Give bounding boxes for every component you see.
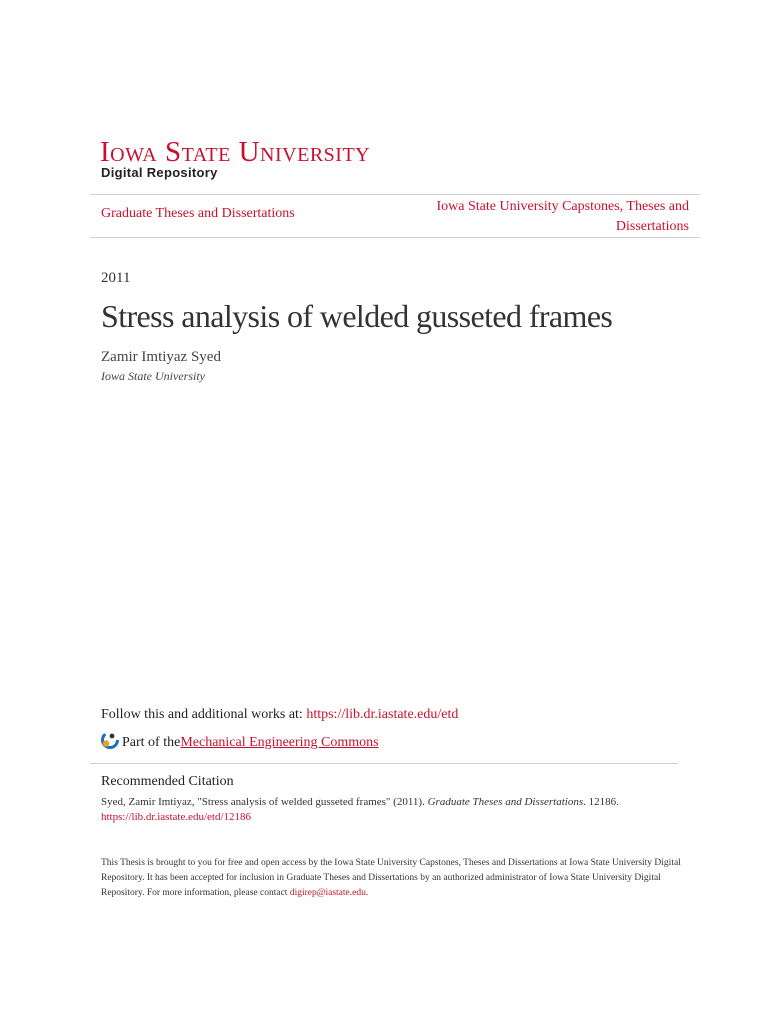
nav-top-divider: [90, 194, 700, 195]
mechanical-engineering-commons-link[interactable]: Mechanical Engineering Commons: [180, 734, 379, 750]
citation-text: [101, 795, 701, 825]
citation-number: . 12186.: [583, 796, 619, 808]
university-logo: Iowa State University: [100, 136, 371, 168]
notice-end: .: [365, 888, 369, 898]
citation-url-link[interactable]: https://lib.dr.iastate.edu/etd/12186: [101, 811, 252, 823]
part-of-prefix: Part of the: [122, 734, 181, 750]
recommended-citation-heading: Recommended Citation: [101, 774, 234, 789]
repository-name: Digital Repository: [101, 165, 218, 180]
document-title: Stress analysis of welded gusseted frames: [101, 298, 613, 334]
access-notice: [101, 856, 691, 901]
nav-bottom-divider: [90, 237, 700, 238]
publication-year: 2011: [101, 270, 131, 286]
author-affiliation: Iowa State University: [101, 369, 205, 383]
citation-divider: [90, 763, 678, 764]
follow-prefix: Follow this and additional works at:: [101, 707, 307, 722]
follow-line: [101, 707, 458, 723]
commons-network-icon: [101, 731, 122, 754]
part-of-line: [101, 731, 379, 754]
citation-series: Graduate Theses and Dissertations: [427, 796, 584, 808]
etd-link[interactable]: https://lib.dr.iastate.edu/etd: [306, 707, 459, 722]
contact-email-link[interactable]: digirep@iastate.edu: [289, 888, 366, 898]
citation-body: Syed, Zamir Imtiyaz, "Stress analysis of welded gusseted frames" (2011).: [101, 796, 428, 808]
notice-text: This Thesis is brought to you for free and open access by the Iowa State University Capstones, Theses and Dissertations at Iowa State University Digital Repository. It has been accepted for inclusion in Graduate Theses and Dissertations by an authorized administrator of Iowa State University Digital Repository. For more information, please contact: [101, 858, 681, 898]
capstones-collection-link[interactable]: Iowa State University Capstones, Theses and Dissertations: [436, 199, 689, 234]
graduate-theses-link[interactable]: Graduate Theses and Dissertations: [101, 206, 295, 221]
author-name: Zamir Imtiyaz Syed: [101, 349, 221, 365]
